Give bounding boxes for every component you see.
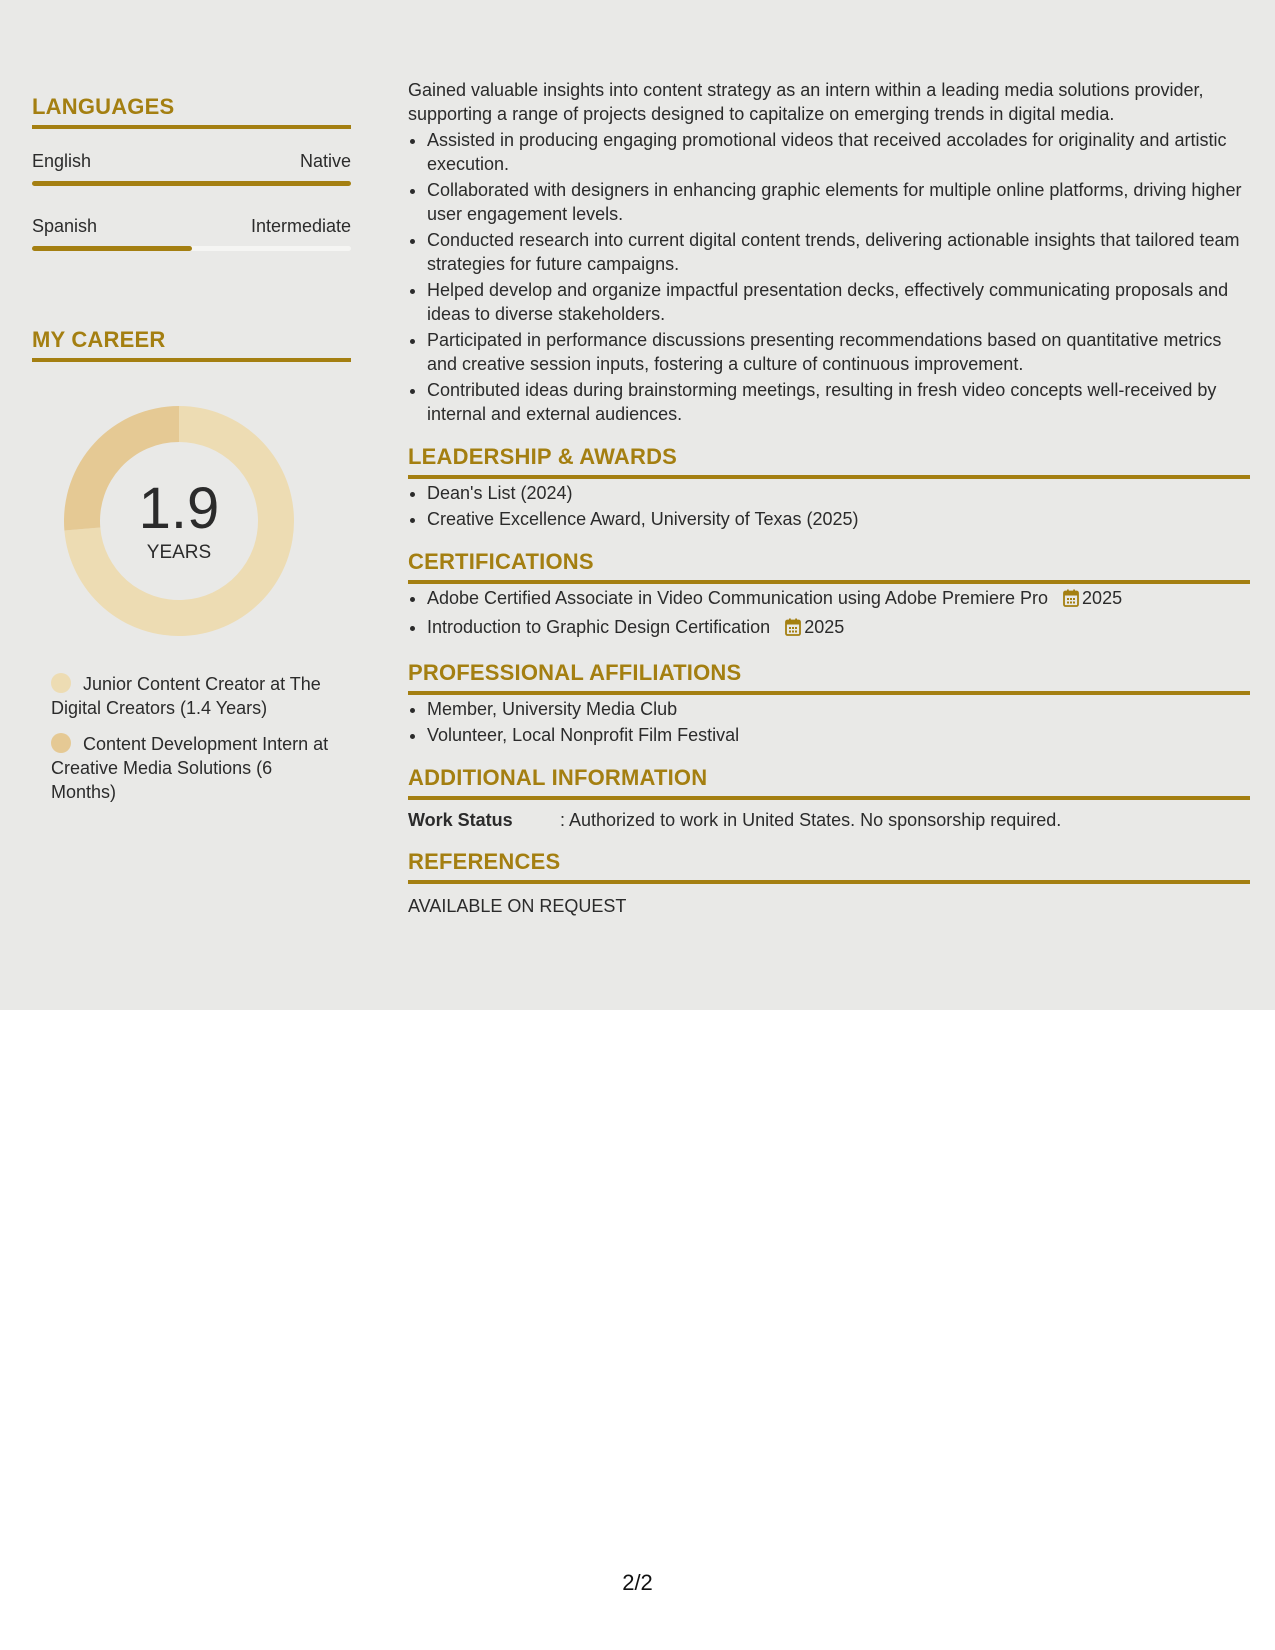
language-item-spanish bbox=[32, 216, 351, 251]
certifications-title: CERTIFICATIONS bbox=[408, 549, 1250, 584]
experience-bullet: • Helped develop and organize impactful presentation decks, effectively communicating proposals and ideas to diverse stakeholders. bbox=[427, 278, 1250, 326]
experience-intro: Gained valuable insights into content strategy as an intern within a leading media solutions provider, supporting a range of projects designed to capitalize on emerging trends in digital media. bbox=[408, 80, 1204, 124]
career-legend-label: Junior Content Creator at The Digital Creators (1.4 Years) bbox=[51, 674, 321, 718]
sidebar bbox=[32, 94, 351, 816]
references-value: AVAILABLE ON REQUEST bbox=[408, 896, 627, 916]
career-donut-chart bbox=[64, 406, 294, 636]
language-name: English bbox=[32, 151, 92, 171]
experience-bullets bbox=[408, 128, 1250, 426]
experience-bullet: • Conducted research into current digital content trends, delivering actionable insights that tailored team strategies for future campaigns. bbox=[427, 228, 1250, 276]
career-total-years: 1.9 bbox=[138, 476, 220, 541]
page-number: 2/2 bbox=[622, 1570, 653, 1595]
additional-info-title: ADDITIONAL INFORMATION bbox=[408, 765, 1250, 800]
career-total-unit: YEARS bbox=[146, 542, 212, 563]
references-title: REFERENCES bbox=[408, 849, 1250, 884]
certification-year: 2025 bbox=[1082, 588, 1123, 608]
career-title: MY CAREER bbox=[32, 327, 351, 362]
certification-item bbox=[427, 615, 1250, 642]
work-status-row bbox=[408, 810, 1250, 831]
legend-dot-icon bbox=[51, 673, 71, 693]
main-content bbox=[408, 78, 1250, 917]
certification-name: Adobe Certified Associate in Video Communication using Adobe Premiere Pro bbox=[427, 588, 1049, 608]
career-legend-item bbox=[51, 672, 331, 720]
certification-name: Introduction to Graphic Design Certification bbox=[427, 617, 771, 637]
experience-bullet: • Participated in performance discussions presenting recommendations based on quantitative metrics and creative session inputs, fostering a culture of continuous improvement. bbox=[427, 328, 1250, 376]
affiliation-item: • Volunteer, Local Nonprofit Film Festival bbox=[427, 723, 1250, 747]
leadership-title: LEADERSHIP & AWARDS bbox=[408, 444, 1250, 479]
language-level: Native bbox=[299, 151, 351, 171]
certification-year: 2025 bbox=[804, 617, 845, 637]
certification-item bbox=[427, 586, 1250, 613]
leadership-item: • Dean's List (2024) bbox=[427, 481, 1250, 505]
affiliations-list bbox=[408, 697, 1250, 747]
legend-dot-icon bbox=[51, 733, 71, 753]
languages-title: LANGUAGES bbox=[32, 94, 351, 129]
language-proficiency-bar bbox=[32, 181, 351, 186]
language-item-english bbox=[32, 151, 351, 186]
calendar-icon bbox=[785, 618, 801, 642]
language-level: Intermediate bbox=[250, 216, 351, 236]
leadership-list bbox=[408, 481, 1250, 531]
calendar-icon bbox=[1063, 589, 1079, 613]
career-legend-item bbox=[51, 732, 331, 804]
experience-bullet: • Contributed ideas during brainstorming meetings, resulting in fresh video concepts well-received by internal and external audiences. bbox=[427, 378, 1250, 426]
work-status-label: Work Status bbox=[408, 810, 513, 830]
language-proficiency-bar bbox=[32, 246, 351, 251]
career-legend-label: Content Development Intern at Creative Media Solutions (6 Months) bbox=[51, 734, 329, 802]
language-proficiency-fill bbox=[32, 181, 351, 186]
affiliation-item: • Member, University Media Club bbox=[427, 697, 1250, 721]
affiliations-title: PROFESSIONAL AFFILIATIONS bbox=[408, 660, 1250, 695]
work-status-value: : Authorized to work in United States. No sponsorship required. bbox=[560, 810, 1062, 830]
language-name: Spanish bbox=[32, 216, 98, 236]
certifications-list bbox=[408, 586, 1250, 642]
career-legend bbox=[51, 672, 331, 804]
language-proficiency-fill bbox=[32, 246, 192, 251]
leadership-item: • Creative Excellence Award, University of Texas (2025) bbox=[427, 507, 1250, 531]
experience-bullet: • Collaborated with designers in enhancing graphic elements for multiple online platforms, driving higher user engagement levels. bbox=[427, 178, 1250, 226]
experience-bullet: • Assisted in producing engaging promotional videos that received accolades for originality and artistic execution. bbox=[427, 128, 1250, 176]
